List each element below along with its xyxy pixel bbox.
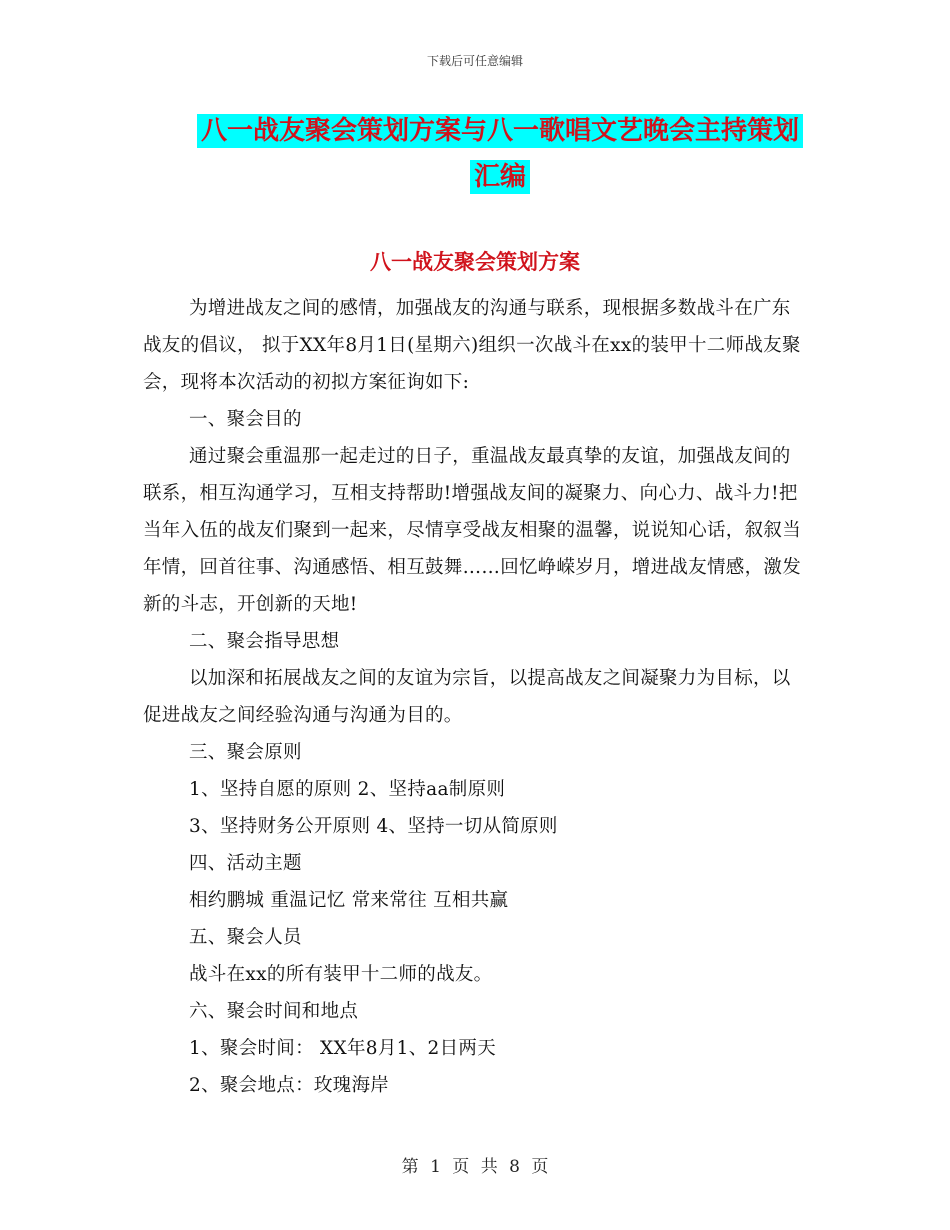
document-body — [143, 290, 808, 1104]
document-title-line1: 八一战友聚会策划方案与八一歌唱文艺晚会主持策划 — [197, 114, 803, 148]
page-header-note: 下载后可任意编辑 — [426, 54, 523, 68]
document-title-line2: 汇编 — [470, 160, 530, 194]
place-line: 2、聚会地点：玫瑰海岸 — [189, 1075, 390, 1096]
heading-guiding-idea: 二、聚会指导思想 — [189, 631, 340, 652]
section-title: 八一战友聚会策划方案 — [370, 250, 580, 274]
theme-line: 相约鹏城 重温记忆 常来常往 互相共赢 — [189, 890, 509, 911]
guiding-idea-paragraph: 以加深和拓展战友之间的友谊为宗旨，以提高战友之间凝聚力为目标，以促进战友之间经验沟通与沟通为目的。 — [143, 668, 791, 726]
attendees-line: 战斗在xx的所有装甲十二师的战友。 — [189, 964, 493, 985]
heading-theme: 四、活动主题 — [189, 853, 302, 874]
time-line: 1、聚会时间： XX年8月1、2日两天 — [189, 1038, 497, 1059]
heading-time-place: 六、聚会时间和地点 — [189, 1001, 359, 1022]
heading-attendees: 五、聚会人员 — [189, 927, 302, 948]
intro-paragraph: 为增进战友之间的感情，加强战友的沟通与联系，现根据多数战斗在广东战友的倡议， 拟于XX年8月1日(星期六)组织一次战斗在xx的装甲十二师战友聚会，现将本次活动的初拟方案征询如下: — [143, 298, 801, 393]
principles-line-2: 3、坚持财务公开原则 4、坚持一切从简原则 — [189, 816, 558, 837]
document-title — [190, 108, 810, 200]
purpose-paragraph: 通过聚会重温那一起走过的日子，重温战友最真挚的友谊，加强战友间的联系，相互沟通学习，互相支持帮助!增强战友间的凝聚力、向心力、战斗力!把当年入伍的战友们聚到一起来，尽情享受战友相聚的温馨，说说知心话，叙叙当年情，回首往事、沟通感悟、相互鼓舞……回忆峥嵘岁月，增进战友情感，激发新的斗志，开创新的天地! — [143, 446, 802, 615]
principles-line-1: 1、坚持自愿的原则 2、坚持aa制原则 — [189, 779, 506, 800]
page-footer: 第 1 页 共 8 页 — [401, 1157, 549, 1177]
heading-principles: 三、聚会原则 — [189, 742, 302, 763]
heading-purpose: 一、聚会目的 — [189, 409, 302, 430]
